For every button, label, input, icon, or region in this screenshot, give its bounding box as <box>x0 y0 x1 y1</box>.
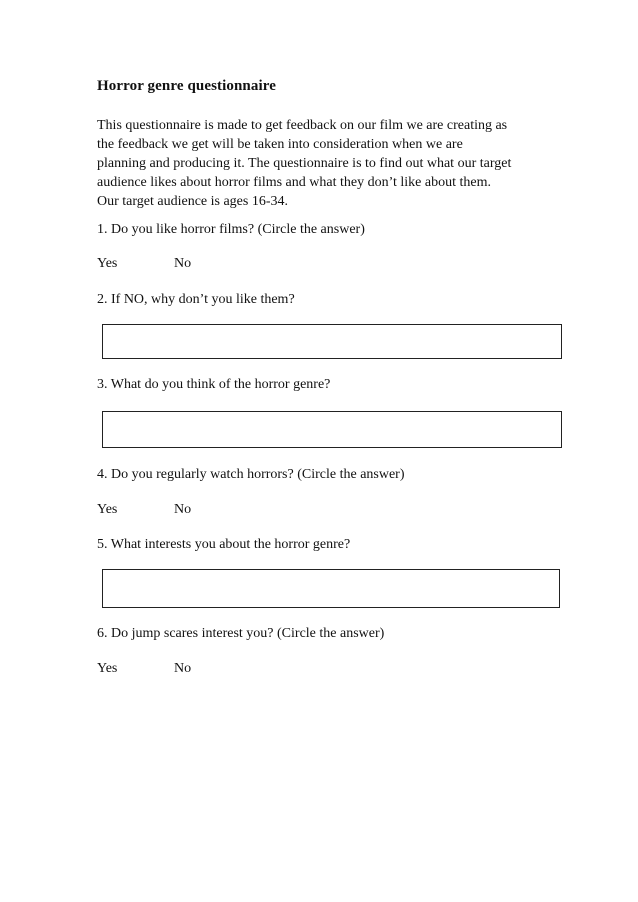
question-5-answer-box[interactable] <box>102 569 560 608</box>
question-6-option-no[interactable]: No <box>174 661 192 676</box>
intro-line: the feedback we get will be taken into consideration when we are <box>97 137 463 152</box>
question-4-option-no[interactable]: No <box>174 502 192 517</box>
question-4-text: 4. Do you regularly watch horrors? (Circle the answer) <box>97 467 405 482</box>
intro-line: This questionnaire is made to get feedback on our film we are creating as <box>97 118 508 133</box>
question-1-option-yes[interactable]: Yes <box>97 256 118 271</box>
intro-line: planning and producing it. The questionnaire is to find out what our target <box>97 156 512 171</box>
question-2-answer-box[interactable] <box>102 324 562 359</box>
question-3-text: 3. What do you think of the horror genre? <box>97 377 331 392</box>
question-1-text: 1. Do you like horror films? (Circle the answer) <box>97 222 365 237</box>
question-2-text: 2. If NO, why don’t you like them? <box>97 292 295 307</box>
document-title: Horror genre questionnaire <box>97 78 276 94</box>
question-5-text: 5. What interests you about the horror genre? <box>97 537 351 552</box>
intro-line: Our target audience is ages 16-34. <box>97 194 289 209</box>
intro-paragraph <box>97 116 557 211</box>
question-1-option-no[interactable]: No <box>174 256 192 271</box>
question-6-option-yes[interactable]: Yes <box>97 661 118 676</box>
intro-line: audience likes about horror films and what they don’t like about them. <box>97 175 491 190</box>
question-3-answer-box[interactable] <box>102 411 562 448</box>
question-6-text: 6. Do jump scares interest you? (Circle the answer) <box>97 626 385 641</box>
question-4-option-yes[interactable]: Yes <box>97 502 118 517</box>
